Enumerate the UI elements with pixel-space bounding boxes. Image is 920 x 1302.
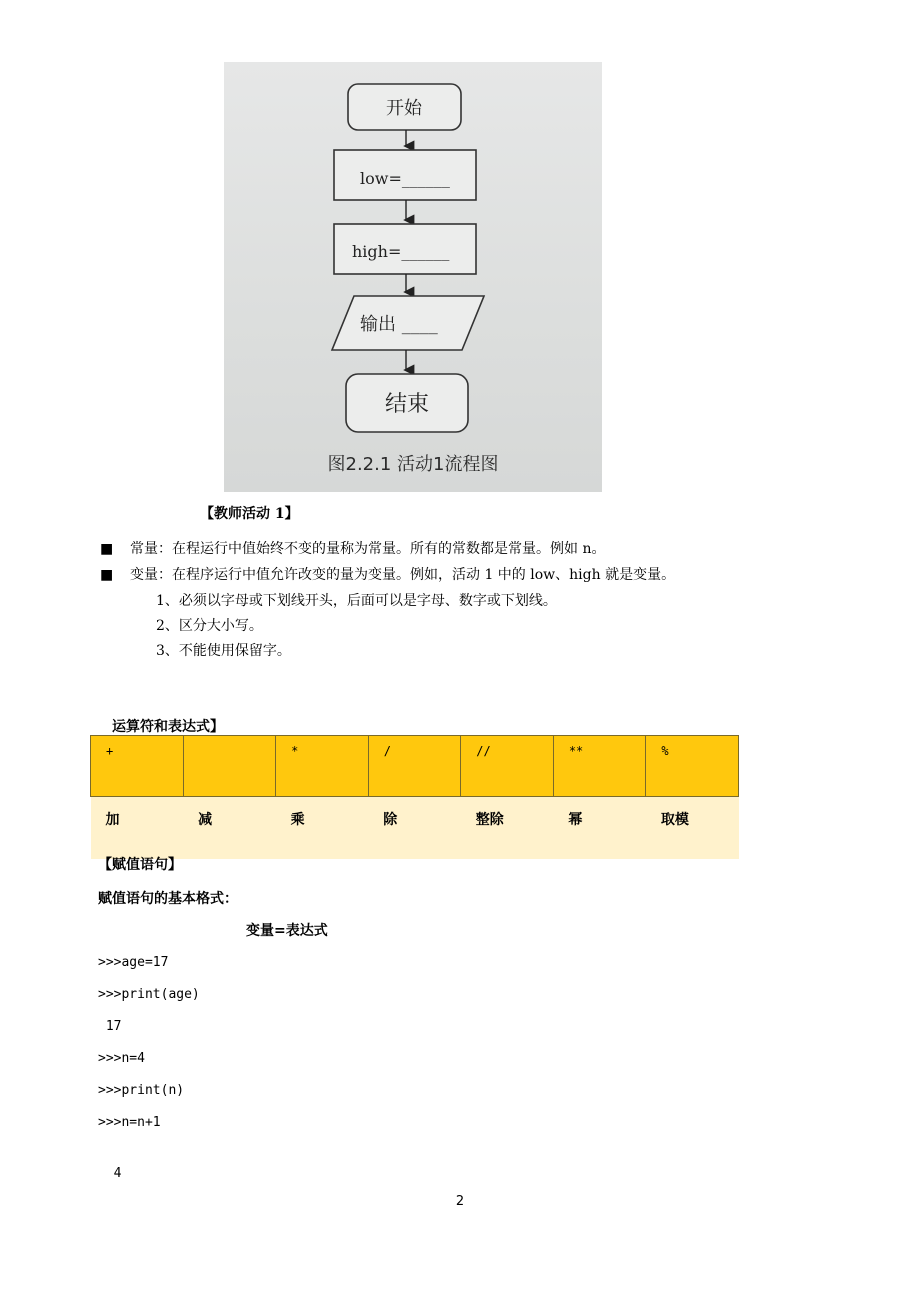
assignment-format-label: 赋值语句的基本格式： [98, 891, 238, 907]
page-number: 2 [455, 1194, 465, 1209]
teacher-activity-heading: 【教师活动 1】 [200, 506, 299, 522]
operator-name-cell: 加 [91, 797, 184, 860]
operator-symbol-cell: % [646, 736, 739, 797]
flow-low-label: low=______ [360, 169, 450, 188]
bullet-constant [100, 538, 605, 558]
operator-symbol-cell [183, 736, 276, 797]
operators-table [90, 735, 739, 859]
operator-symbol-cell: + [91, 736, 184, 797]
assignment-title: 【赋值语句】 [98, 857, 182, 873]
assignment-format: 变量=表达式 [246, 923, 328, 939]
code-line: >>>print(age) [98, 987, 200, 1002]
naming-rule-2: 2、区分大小写。 [156, 618, 263, 634]
flow-high-label: high=______ [352, 242, 450, 261]
operator-symbol-cell: ** [553, 736, 646, 797]
code-line: >>>n=n+1 [98, 1115, 161, 1130]
bullet-square-icon: ■ [100, 541, 114, 557]
flowchart-diagram [224, 62, 602, 492]
code-line: >>>n=4 [98, 1051, 145, 1066]
flowchart-figure [224, 62, 602, 492]
operator-name-cell: 取模 [646, 797, 739, 860]
code-output: 17 [98, 1019, 122, 1034]
operator-name-cell: 乘 [276, 797, 369, 860]
code-line: >>>age=17 [98, 955, 169, 970]
operator-name-cell: 除 [368, 797, 461, 860]
code-line: >>>print(n) [98, 1083, 185, 1098]
flow-start-label: 开始 [386, 98, 422, 119]
naming-rule-3: 3、不能使用保留字。 [156, 643, 291, 659]
operator-symbol-cell: * [276, 736, 369, 797]
flow-end-label: 结束 [384, 392, 430, 417]
operator-symbol-cell: / [368, 736, 461, 797]
bullet-square-icon: ■ [100, 567, 114, 583]
bullet-text: 变量：在程序运行中值允许改变的量为变量。例如，活动 1 中的 low、high 就是变量。 [130, 567, 676, 583]
operator-name-cell: 减 [183, 797, 276, 860]
operator-name-cell: 幂 [553, 797, 646, 860]
operator-name-cell: 整除 [461, 797, 554, 860]
operator-symbol-row [91, 736, 739, 797]
bullet-text: 常量：在程运行中值始终不变的量称为常量。所有的常数都是常量。例如 n。 [130, 541, 606, 557]
operators-heading: 运算符和表达式】 [112, 719, 224, 735]
operator-name-row [91, 797, 739, 860]
naming-rule-1: 1、必须以字母或下划线开头，后面可以是字母、数字或下划线。 [156, 593, 557, 609]
bullet-variable [100, 564, 675, 584]
flow-output-label: 输出 ____ [360, 314, 438, 335]
code-output: 4 [98, 1166, 122, 1181]
operator-symbol-cell: // [461, 736, 554, 797]
figure-caption: 图2.2.1 活动1流程图 [327, 454, 499, 475]
